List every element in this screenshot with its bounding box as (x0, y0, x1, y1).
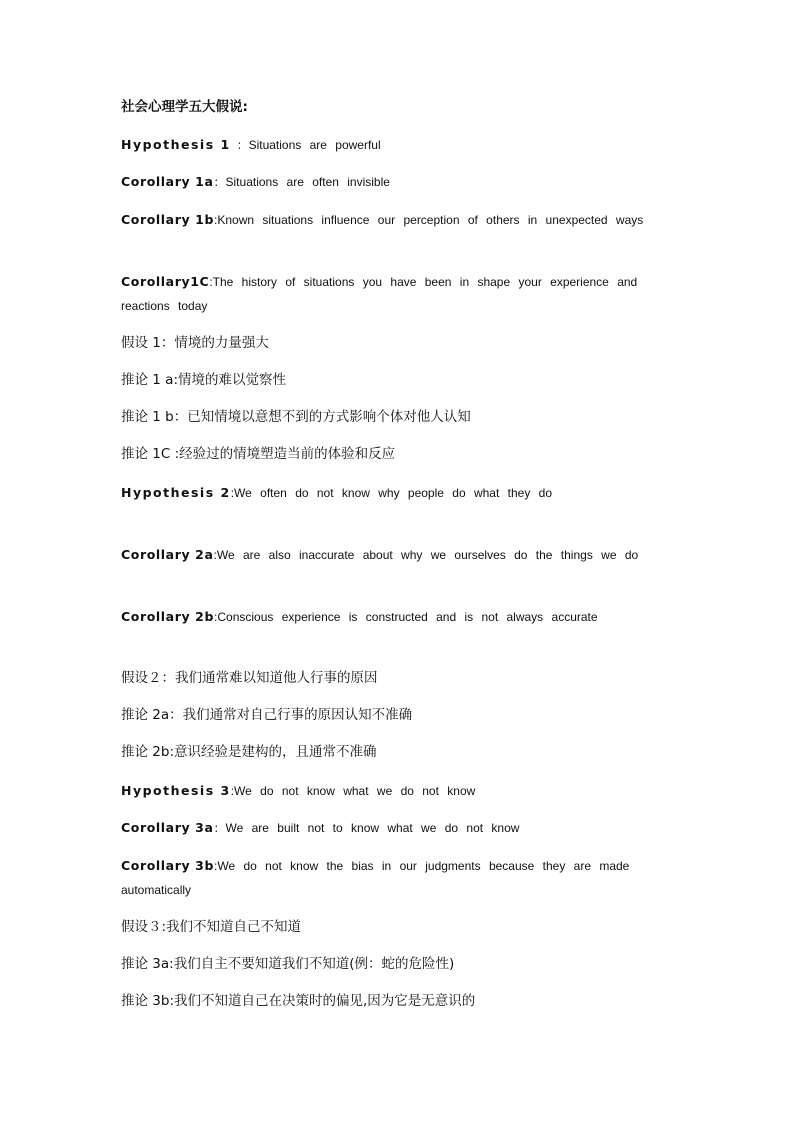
corollary-2a-cn: 推论 2a：我们通常对自己行事的原因认知不准确 (121, 707, 413, 723)
corollary-2a-text: :We are also inaccurate about why we ourselves do the things we do (213, 548, 639, 562)
corollary-3b-label: Corollary 3b (121, 858, 215, 873)
corollary-1a-label: Corollary 1a (121, 174, 214, 189)
hypothesis-2-label: Hypothesis 2 (121, 485, 231, 500)
corollary-1a-text: ：Situations are often invisible (213, 175, 390, 189)
corollary-3b-text: :We do not know the bias in our judgments because they are made automatically (121, 859, 630, 897)
corollary-3b-line (121, 854, 681, 902)
corollary-1c-cn: 推论 1C :经验过的情境塑造当前的体验和反应 (121, 446, 396, 462)
hypothesis-2-text: :We often do not know why people do what they do (230, 486, 553, 500)
corollary-1c-label: Corollary1C (121, 274, 210, 289)
hypothesis-3-label: Hypothesis 3 (121, 783, 231, 798)
corollary-3a-text: ：We are built not to know what we do not know (213, 821, 520, 835)
hypothesis-2-cn: 假设２：我们通常难以知道他人行事的原因 (121, 670, 378, 686)
corollary-1b-label: Corollary 1b (121, 212, 215, 227)
hypothesis-3-line (121, 779, 681, 803)
corollary-1a-line (121, 170, 681, 194)
corollary-3a-line (121, 816, 681, 840)
corollary-2a-label: Corollary 2a (121, 547, 214, 562)
corollary-1a-cn: 推论 1 a:情境的难以觉察性 (121, 372, 286, 388)
corollary-1c-text: :The history of situations you have been in shape your experience and reactions today (121, 275, 638, 313)
corollary-2b-label: Corollary 2b (121, 609, 215, 624)
hypothesis-3-text: :We do not know what we do not know (230, 784, 476, 798)
hypothesis-1-text: ：Situations are powerful (236, 138, 381, 152)
hypothesis-3-cn: 假设３:我们不知道自己不知道 (121, 919, 302, 935)
corollary-2a-line (121, 543, 681, 567)
corollary-3a-cn: 推论 3a:我们自主不要知道我们不知道(例：蛇的危险性) (121, 956, 455, 972)
hypothesis-1-label: Hypothesis 1 (121, 137, 237, 152)
hypothesis-1-cn: 假设 1：情境的力量强大 (121, 335, 269, 351)
corollary-1b-line (121, 208, 681, 232)
corollary-2b-line (121, 605, 681, 629)
corollary-1c-line (121, 270, 681, 318)
corollary-2b-cn: 推论 2b:意识经验是建构的，且通常不准确 (121, 744, 377, 760)
corollary-1b-cn: 推论 1 b：已知情境以意想不到的方式影响个体对他人认知 (121, 409, 471, 425)
hypothesis-1-line (121, 133, 681, 157)
corollary-1b-text: :Known situations influence our perception of others in unexpected ways (214, 213, 644, 227)
corollary-2b-text: :Conscious experience is constructed and is not always accurate (214, 610, 598, 624)
hypothesis-2-line (121, 481, 681, 505)
document-title: 社会心理学五大假说: (121, 99, 248, 115)
corollary-3b-cn: 推论 3b:我们不知道自己在决策时的偏见,因为它是无意识的 (121, 993, 476, 1009)
corollary-3a-label: Corollary 3a (121, 820, 214, 835)
